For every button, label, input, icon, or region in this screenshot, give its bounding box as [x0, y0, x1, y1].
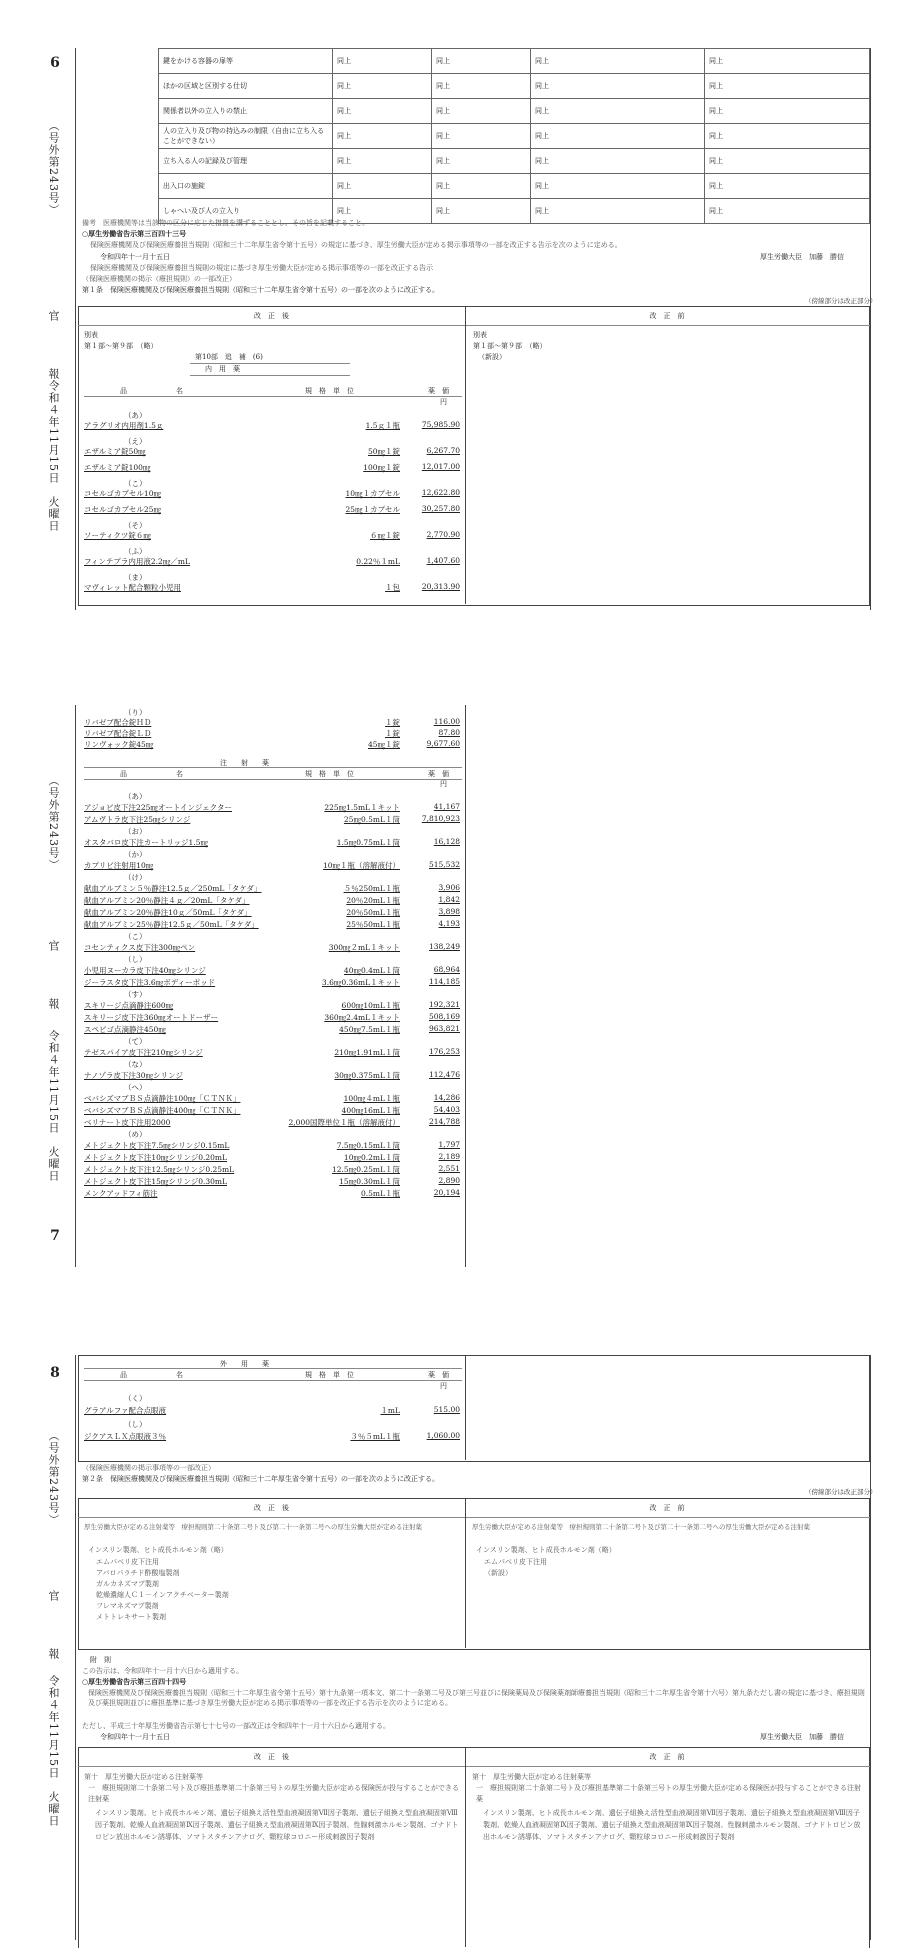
drug-name: フィンテプラ内用液2.2㎎／mL	[84, 557, 190, 566]
notice-signer: 厚生労働大臣 加藤 勝信	[760, 253, 844, 261]
page-number: 8	[50, 1365, 60, 1381]
drug-name: エザルミア錠50㎎	[84, 447, 146, 456]
table-cell: 同上	[705, 149, 870, 174]
kana-heading: （く）	[124, 1394, 147, 1403]
page-number: 6	[50, 55, 60, 71]
drug-price: 515.00	[433, 1405, 460, 1414]
col-before: 改 正 前	[649, 312, 685, 320]
drug-price: 515,532	[428, 860, 460, 869]
drug-name: メトジェクト皮下注7.5㎎シリンジ0.15mL	[84, 1141, 230, 1150]
drug-name: 献血アルブミン20％静注４ｇ／20mL「タケダ」	[84, 896, 250, 905]
box-divider	[465, 1355, 466, 1460]
drug-price: 16,128	[433, 837, 460, 846]
list-item: アバロパラチド酢酸塩製剤	[96, 1569, 180, 1577]
comparison-box	[78, 306, 870, 606]
drug-name: 献血アルブミン５％静注12.5ｇ／250mL「タケダ」	[84, 884, 262, 893]
drug-spec: １mL	[380, 1406, 400, 1415]
notice-title: ○厚生労働省告示第三百四十三号	[82, 229, 187, 238]
col-name: 品 名	[120, 770, 183, 778]
kana-heading: （ま）	[124, 573, 147, 582]
table-row	[159, 149, 870, 174]
drug-price: 12,622.80	[421, 488, 460, 497]
kana-heading: （り）	[124, 708, 147, 717]
drug-name: ナノゾラ皮下注30㎎シリンジ	[84, 1071, 183, 1080]
drug-price: 508,169	[428, 1012, 460, 1021]
drug-name: ジーラスタ皮下注3.6㎎ボディーポッド	[84, 978, 216, 987]
drug-spec: ３％５mL１瓶	[350, 1432, 400, 1441]
box-header-rule	[78, 1766, 870, 1767]
list-item: フレマネズマブ製剤	[96, 1602, 159, 1610]
drug-name: 小児用ヌーカラ皮下注40㎎シリンジ	[84, 966, 206, 975]
security-measures-table	[158, 48, 870, 224]
drug-name: ソーティクツ錠６㎎	[84, 531, 151, 540]
drug-name: オスタバロ皮下注カートリッジ1.5㎎	[84, 838, 208, 847]
table-cell: 関係者以外の立入りの禁止	[159, 99, 333, 124]
kana-heading: （め）	[124, 1130, 147, 1139]
drug-price: 68,964	[433, 965, 460, 974]
table-cell: 同上	[531, 199, 705, 224]
drug-spec: 7.5㎎0.15mL１筒	[336, 1141, 400, 1150]
note-line: 備考 医療機関等は当該物の区分に応じた措置を講ずることとし、その旨を記載すること。	[82, 219, 369, 227]
drug-price: 2,890	[438, 1176, 460, 1185]
col-spec: 規 格 単 位	[305, 387, 354, 395]
page-8	[0, 1345, 920, 1950]
col-price: 薬 価	[428, 387, 449, 395]
page-7-gutter	[40, 1228, 70, 1244]
drug-spec: ５％250mL１瓶	[343, 884, 400, 893]
inj-title: 注 射 薬	[220, 759, 269, 767]
bottom-right-2: インスリン製剤、ヒト成長ホルモン剤、遺伝子組換え活性型血液凝固第Ⅶ因子製剤、遺伝子組換え型血液凝固第Ⅷ因子製剤、乾燥人血液凝固第Ⅸ因子製剤、遺伝子組換え型血液凝固第Ⅸ因子製剤、性腺刺激ホルモン製剤、ゴナドトロピン放出ホルモン誘導体、ソマトスタチンアナログ、顆粒球コロニー形成刺激因子製剤	[483, 1809, 861, 1841]
right-head-1: 別表	[473, 331, 487, 339]
drug-spec: 0.5mL１瓶	[360, 1189, 400, 1198]
table-cell: 同上	[333, 124, 432, 149]
left-subsection: 内 用 薬	[205, 365, 240, 373]
notice-body: 保険医療機関及び保険医療養担当規則（昭和三十二年厚生省令第十五号）の規定に基づき、厚生労働大臣が定める掲示事項等の一部を改正する告示を次のように定める。	[90, 241, 622, 249]
drug-price: 214,788	[428, 1117, 460, 1126]
drug-name: マヴィレット配合顆粒小児用	[84, 583, 181, 592]
table-cell: 同上	[705, 74, 870, 99]
table-cell: 立ち入る人の記録及び管理	[159, 149, 333, 174]
drug-spec: 300㎎２mL１キット	[328, 943, 400, 952]
kana-heading: （ふ）	[124, 547, 147, 556]
col-spec: 規 格 単 位	[305, 1371, 354, 1379]
table-cell: 同上	[432, 124, 531, 149]
drug-price: 12,017.00	[421, 462, 460, 471]
table-cell: 同上	[705, 49, 870, 74]
left-list-sub: インスリン製剤、ヒト成長ホルモン剤（略）	[88, 1546, 228, 1554]
notice-date: 令和四年十一月十五日	[100, 253, 170, 261]
right-list-head: 厚生労働大臣が定める注射薬等 療担規則第二十条第二号ト及び第二十一条第二号への厚生労働大臣が定める注射薬	[472, 1523, 810, 1531]
section-rule	[190, 363, 350, 364]
drug-spec: 450㎎7.5mL１瓶	[339, 1025, 400, 1034]
table-cell: 同上	[531, 174, 705, 199]
drug-spec: 1.5㎎0.75mL１筒	[336, 838, 400, 847]
drug-spec: 30㎎0.375mL１筒	[334, 1071, 400, 1080]
kana-heading: （お）	[124, 827, 147, 836]
drug-price: 1,060.00	[426, 1431, 460, 1440]
kana-heading: （け）	[124, 873, 147, 882]
margin-rule-right	[465, 705, 466, 1267]
drug-price: 41,167	[433, 802, 460, 811]
drug-name: リンヴォック錠45㎎	[84, 740, 154, 749]
drug-spec: 225㎎1.5mL１キット	[324, 803, 400, 812]
fusoku-body: この告示は、令和四年十一月十六日から適用する。	[82, 1667, 243, 1675]
table-row	[159, 74, 870, 99]
drug-price: 112,476	[428, 1070, 460, 1079]
kana-heading: （す）	[124, 990, 147, 999]
drug-price: 7,810,923	[421, 814, 460, 823]
drug-spec: 25％50mL１瓶	[346, 920, 400, 929]
ext-title: 外 用 薬	[220, 1360, 269, 1368]
page-8-gutter	[40, 1365, 70, 1381]
kana-heading: （な）	[124, 1060, 147, 1069]
table-cell: 同上	[705, 99, 870, 124]
left-list-head: 厚生労働大臣が定める注射薬等 療担規則第二十条第二号ト及び第二十一条第二号への厚生労働大臣が定める注射薬	[84, 1523, 422, 1531]
box-divider	[465, 1747, 466, 1947]
page-6	[0, 0, 920, 600]
margin-rule	[75, 48, 76, 610]
drug-price: 114,185	[428, 977, 460, 986]
table-cell: 同上	[333, 49, 432, 74]
side-title: 官 報	[47, 940, 60, 1027]
table-row	[159, 99, 870, 124]
drug-name: エザルミア錠100㎎	[84, 463, 151, 472]
drug-name: ベバシズマブＢＳ点滴静注100㎎「ＣＴＮＫ」	[84, 1094, 241, 1103]
drug-spec: 10㎎0.2mL１筒	[343, 1153, 400, 1162]
drug-spec: 12.5㎎0.25mL１筒	[332, 1165, 400, 1174]
drug-spec: １錠	[385, 729, 400, 738]
drug-price: 138,249	[428, 942, 460, 951]
kana-heading: （え）	[124, 437, 147, 446]
col-name: 品 名	[120, 387, 183, 395]
drug-spec: 15㎎0.30mL１筒	[339, 1177, 400, 1186]
drug-name: アラグリオ内用剤1.5ｇ	[84, 421, 164, 430]
table-cell: 同上	[333, 74, 432, 99]
list-item: （新設）	[484, 1569, 512, 1577]
drug-price: 192,321	[428, 1000, 460, 1009]
col-before: 改 正 前	[649, 1753, 685, 1761]
col-name: 品 名	[120, 1371, 183, 1379]
underline-note: （傍線部分は改正部分）	[805, 297, 877, 305]
drug-price: 1,407.60	[426, 556, 460, 565]
after-note: （保険医療機関の掲示事項等の一部改正）	[82, 1464, 215, 1472]
right-head-2: 第１部～第９部 （略）	[473, 342, 547, 350]
table-row	[159, 124, 870, 149]
box-divider	[465, 306, 466, 604]
drug-spec: 45㎎１錠	[367, 740, 400, 749]
col-before: 改 正 前	[649, 1504, 685, 1512]
subsection-rule	[190, 375, 350, 376]
list-item: エムパベリ皮下注用	[96, 1558, 159, 1566]
drug-name: カプリビ注射用10㎎	[84, 861, 154, 870]
col-unit: 円	[440, 398, 447, 406]
table-cell: 同上	[705, 199, 870, 224]
drug-name: メトジェクト皮下注10㎎シリンジ0.20mL	[84, 1153, 227, 1162]
drug-name: ベバシズマブＢＳ点滴静注400㎎「ＣＴＮＫ」	[84, 1106, 241, 1115]
left-section: 第10部 追 補 (6)	[195, 353, 263, 361]
drug-spec: 100㎎１錠	[363, 463, 400, 472]
margin-rule-right	[870, 1355, 871, 1940]
kana-heading: （あ）	[124, 411, 147, 420]
drug-name: テゼスパイア皮下注210㎎シリンジ	[84, 1048, 203, 1057]
list-item: ガルカネズマブ製剤	[96, 1580, 159, 1588]
table-cell: 同上	[432, 99, 531, 124]
drug-name: メトジェクト皮下注15㎎シリンジ0.30mL	[84, 1177, 227, 1186]
table-cell: 同上	[432, 199, 531, 224]
notice-body-2: 保険医療機関及び保険医療養担当規則（昭和三十二年厚生省令第十五号）第十九条第一項本文、第二十一条第二号及び第三号並びに保険薬局及び保険薬剤師療養担当規則（昭和三十二年厚生省令第十六号）第九条ただし書の規定に基づき、療担規則及び薬担規則並びに療担基準に基づき厚生労働大臣が定める掲示事項等の一部を改正する告示を次のように定める。	[88, 1689, 865, 1707]
table-row	[159, 49, 870, 74]
page-6-gutter	[40, 55, 70, 71]
table-cell: しゃへい及び人の立入り	[159, 199, 333, 224]
notice-body-3: （保険医療機関の掲示（療担規則）の一部改正）	[82, 275, 236, 283]
drug-price: 54,403	[433, 1105, 460, 1114]
kana-heading: （し）	[124, 1420, 147, 1429]
col-unit: 円	[440, 1382, 447, 1390]
drug-price: 14,286	[433, 1093, 460, 1102]
drug-price: 20,313.90	[421, 582, 460, 591]
drug-spec: 40㎎0.4mL１筒	[343, 966, 400, 975]
col-price: 薬 価	[428, 1371, 449, 1379]
notice-title-2: ○厚生労働省告示第三百四十四号	[82, 1677, 187, 1686]
side-date: 令和４年11月15日 火曜日	[47, 380, 60, 532]
table-cell: 同上	[432, 149, 531, 174]
drug-spec: 25㎎１カプセル	[345, 505, 400, 514]
table-cell: 同上	[333, 174, 432, 199]
drug-name: アムヴトラ皮下注25㎎シリンジ	[84, 815, 191, 824]
bottom-right-0: 第十 厚生労働大臣が定める注射薬等	[472, 1773, 591, 1781]
box-header-rule	[78, 1517, 870, 1518]
table-cell: 同上	[531, 124, 705, 149]
side-issue: （号外第243号）	[47, 1430, 60, 1526]
col-after: 改 正 後	[254, 1753, 289, 1761]
col-spec: 規 格 単 位	[305, 770, 354, 778]
notice-body-4: 第１条 保険医療機関及び保険医療養担当規則（昭和三十二年厚生省令第十五号）の一部を次のように改正する。	[82, 286, 439, 294]
table-cell: 人の立入り及び物の持込みの制限（自由に立ち入ることができない）	[159, 124, 333, 149]
table-cell: 鍵をかける容器の扉等	[159, 49, 333, 74]
drug-name: スキリージ皮下注360㎎オートドーザー	[84, 1013, 219, 1022]
col-after: 改 正 後	[254, 1504, 289, 1512]
drug-spec: 0.22％１mL	[356, 557, 400, 566]
kana-heading: （て）	[124, 1037, 147, 1046]
table-cell: 同上	[705, 124, 870, 149]
page-7	[0, 695, 920, 1270]
drug-spec: 400㎎16mL１瓶	[341, 1106, 400, 1115]
col-unit: 円	[440, 780, 447, 788]
drug-spec: 25㎎0.5mL１筒	[343, 815, 400, 824]
list-item: エムパベリ皮下注用	[484, 1558, 547, 1566]
col-price: 薬 価	[428, 770, 449, 778]
kana-heading: （こ）	[124, 932, 147, 941]
drug-name: コセンティクス皮下注300㎎ペン	[84, 943, 196, 952]
drug-spec: １包	[385, 583, 400, 592]
article-2: 第２条 保険医療機関及び保険医療養担当規則（昭和三十二年厚生省令第十五号）の一部を次のように改正する。	[82, 1475, 439, 1483]
box-header-rule	[78, 325, 870, 326]
list-item: メトトレキサート製剤	[96, 1613, 166, 1621]
right-head-3: （新設）	[478, 353, 506, 361]
margin-rule	[75, 705, 76, 1267]
drug-spec: ６㎎１錠	[370, 531, 400, 540]
side-title: 官 報	[47, 310, 60, 397]
drug-name: グラアルファ配合点眼液	[84, 1406, 167, 1415]
drug-name: メトジェクト皮下注12.5㎎シリンジ0.25mL	[84, 1165, 235, 1174]
notice-body-2: 保険医療機関及び保険医療養担当規則の規定に基づき厚生労働大臣が定める掲示事項等の一部を改正する告示	[90, 264, 433, 272]
drug-spec: １錠	[385, 718, 400, 727]
ext-title-rule	[84, 1368, 462, 1369]
drug-price: 176,253	[428, 1047, 460, 1056]
drug-spec: 10㎎１カプセル	[345, 489, 400, 498]
bottom-left-2: インスリン製剤、ヒト成長ホルモン剤、遺伝子組換え活性型血液凝固第Ⅶ因子製剤、遺伝子組換え型血液凝固第Ⅷ因子製剤、乾燥人血液凝固第Ⅸ因子製剤、遺伝子組換え型血液凝固第Ⅸ因子製剤、性腺刺激ホルモン製剤、ゴナドトロピン放出ホルモン誘導体、ソマトスタチンアナログ、顆粒球コロニー形成刺激因子製剤	[95, 1809, 459, 1841]
side-date: 令和４年11月15日 火曜日	[47, 1030, 60, 1182]
drug-price: 2,551	[438, 1164, 460, 1173]
table-cell: ほかの区域と区別する仕切	[159, 74, 333, 99]
drug-name: ジクアスＬＸ点眼液３％	[84, 1432, 167, 1441]
drug-price: 6,267.70	[426, 446, 460, 455]
page-number: 7	[50, 1228, 60, 1244]
col-header-rule	[84, 396, 462, 397]
col-header-rule	[84, 1380, 462, 1381]
drug-name: スキリージ点滴静注600㎎	[84, 1001, 174, 1010]
drug-name: コセルゴカプセル25㎎	[84, 505, 161, 514]
drug-price: 2,189	[438, 1152, 460, 1161]
table-cell: 同上	[531, 99, 705, 124]
bottom-left-1: 一 療担規則第二十条第二号ト及び療担基準第二十条第三号トの厚生労働大臣が定める保険医が投与することができる注射薬	[88, 1784, 459, 1803]
drug-price: 1,797	[438, 1140, 460, 1149]
drug-spec: 360㎎2.4mL１キット	[324, 1013, 400, 1022]
drug-price: 20,194	[433, 1188, 460, 1197]
drug-spec: 3.6㎎0.36mL１キット	[321, 978, 400, 987]
drug-name: リバゼブ配合錠ＨＤ	[84, 718, 152, 727]
table-cell: 同上	[705, 174, 870, 199]
drug-spec: 50㎎１錠	[367, 447, 400, 456]
notice-body-2b: ただし、平成三十年厚生労働省告示第七十七号の一部改正は令和四年十一月十六日から適用する。	[82, 1722, 390, 1730]
kana-heading: （こ）	[124, 479, 147, 488]
table-cell: 同上	[333, 199, 432, 224]
margin-rule	[75, 1355, 76, 1940]
drug-price: 75,985.90	[421, 420, 460, 429]
drug-name: メンクアッドフィ筋注	[84, 1189, 158, 1198]
drug-spec: 210㎎1.91mL１筒	[334, 1048, 400, 1057]
list-item: 乾燥濃縮人Ｃ１－インアクチベーター製剤	[96, 1591, 229, 1599]
table-cell: 同上	[432, 74, 531, 99]
drug-name: 献血アルブミン25％静注12.5ｇ／50mL「タケダ」	[84, 920, 259, 929]
drug-price: 9,677.60	[426, 739, 460, 748]
kana-heading: （あ）	[124, 792, 147, 801]
drug-price: 87.80	[438, 728, 460, 737]
table-cell: 同上	[432, 49, 531, 74]
comparison-box-2	[78, 1498, 870, 1650]
table-row	[159, 174, 870, 199]
drug-spec: 600㎎10mL１瓶	[341, 1001, 400, 1010]
side-issue: （号外第243号）	[47, 775, 60, 871]
notice-signer-2: 厚生労働大臣 加藤 勝信	[760, 1733, 844, 1741]
drug-price: 2,770.90	[426, 530, 460, 539]
kana-heading: （そ）	[124, 521, 147, 530]
drug-price: 116.00	[433, 717, 460, 726]
drug-name: コセルゴカプセル10㎎	[84, 489, 161, 498]
box-divider	[465, 1498, 466, 1648]
side-date: 令和４年11月15日 火曜日	[47, 1675, 60, 1827]
kana-heading: （し）	[124, 955, 147, 964]
drug-spec: 2,000国際単位１瓶（溶解液付）	[288, 1118, 400, 1127]
drug-name: スペビゴ点滴静注450㎎	[84, 1025, 166, 1034]
drug-spec: 1.5ｇ１瓶	[365, 421, 400, 430]
drug-price: 963,821	[428, 1024, 460, 1033]
drug-price: 1,842	[438, 895, 460, 904]
col-header-rule	[84, 779, 462, 780]
right-list-sub: インスリン製剤、ヒト成長ホルモン剤（略）	[476, 1546, 616, 1554]
left-head-2: 第１部～第９部 （略）	[84, 342, 158, 350]
drug-spec: 20％20mL１瓶	[346, 896, 400, 905]
bottom-left-0: 第十 厚生労働大臣が定める注射薬等	[84, 1773, 203, 1781]
table-cell: 同上	[432, 174, 531, 199]
side-issue: （号外第243号）	[47, 120, 60, 216]
margin-rule-right	[870, 48, 871, 610]
drug-price: 30,257.80	[421, 504, 460, 513]
side-title: 官 報	[47, 1590, 60, 1677]
fusoku: 附 則	[90, 1656, 111, 1664]
col-after: 改 正 後	[254, 312, 289, 320]
inj-title-rule	[84, 767, 462, 768]
drug-spec: 20％50mL１瓶	[346, 908, 400, 917]
drug-price: 3,906	[438, 883, 460, 892]
table-cell: 同上	[531, 49, 705, 74]
table-cell: 同上	[531, 74, 705, 99]
table-cell: 同上	[531, 149, 705, 174]
drug-name: ベリナート皮下注用2000	[84, 1118, 171, 1127]
table-cell: 同上	[333, 149, 432, 174]
drug-spec: 10㎎１瓶（溶解液付）	[322, 861, 400, 870]
external-box	[78, 1355, 870, 1462]
underline-note: （傍線部分は改正部分）	[805, 1488, 877, 1496]
drug-name: リバゼブ配合錠ＬＤ	[84, 729, 152, 738]
drug-price: 3,898	[438, 907, 460, 916]
notice-date-2: 令和四年十一月十五日	[100, 1733, 170, 1741]
table-cell: 同上	[333, 99, 432, 124]
drug-spec: 100㎎４mL１瓶	[343, 1094, 400, 1103]
kana-heading: （か）	[124, 850, 147, 859]
drug-name: アジョビ皮下注225㎎オートインジェクター	[84, 803, 233, 812]
bottom-right-1: 一 療担規則第二十条第二号ト及び療担基準第二十条第三号トの厚生労働大臣が定める保険医が投与することができる注射薬	[476, 1784, 861, 1803]
drug-name: 献血アルブミン20％静注10ｇ／50mL「タケダ」	[84, 908, 252, 917]
kana-heading: （へ）	[124, 1083, 147, 1092]
table-cell: 出入口の施錠	[159, 174, 333, 199]
drug-price: 4,193	[438, 919, 460, 928]
left-head-1: 別表	[84, 331, 98, 339]
